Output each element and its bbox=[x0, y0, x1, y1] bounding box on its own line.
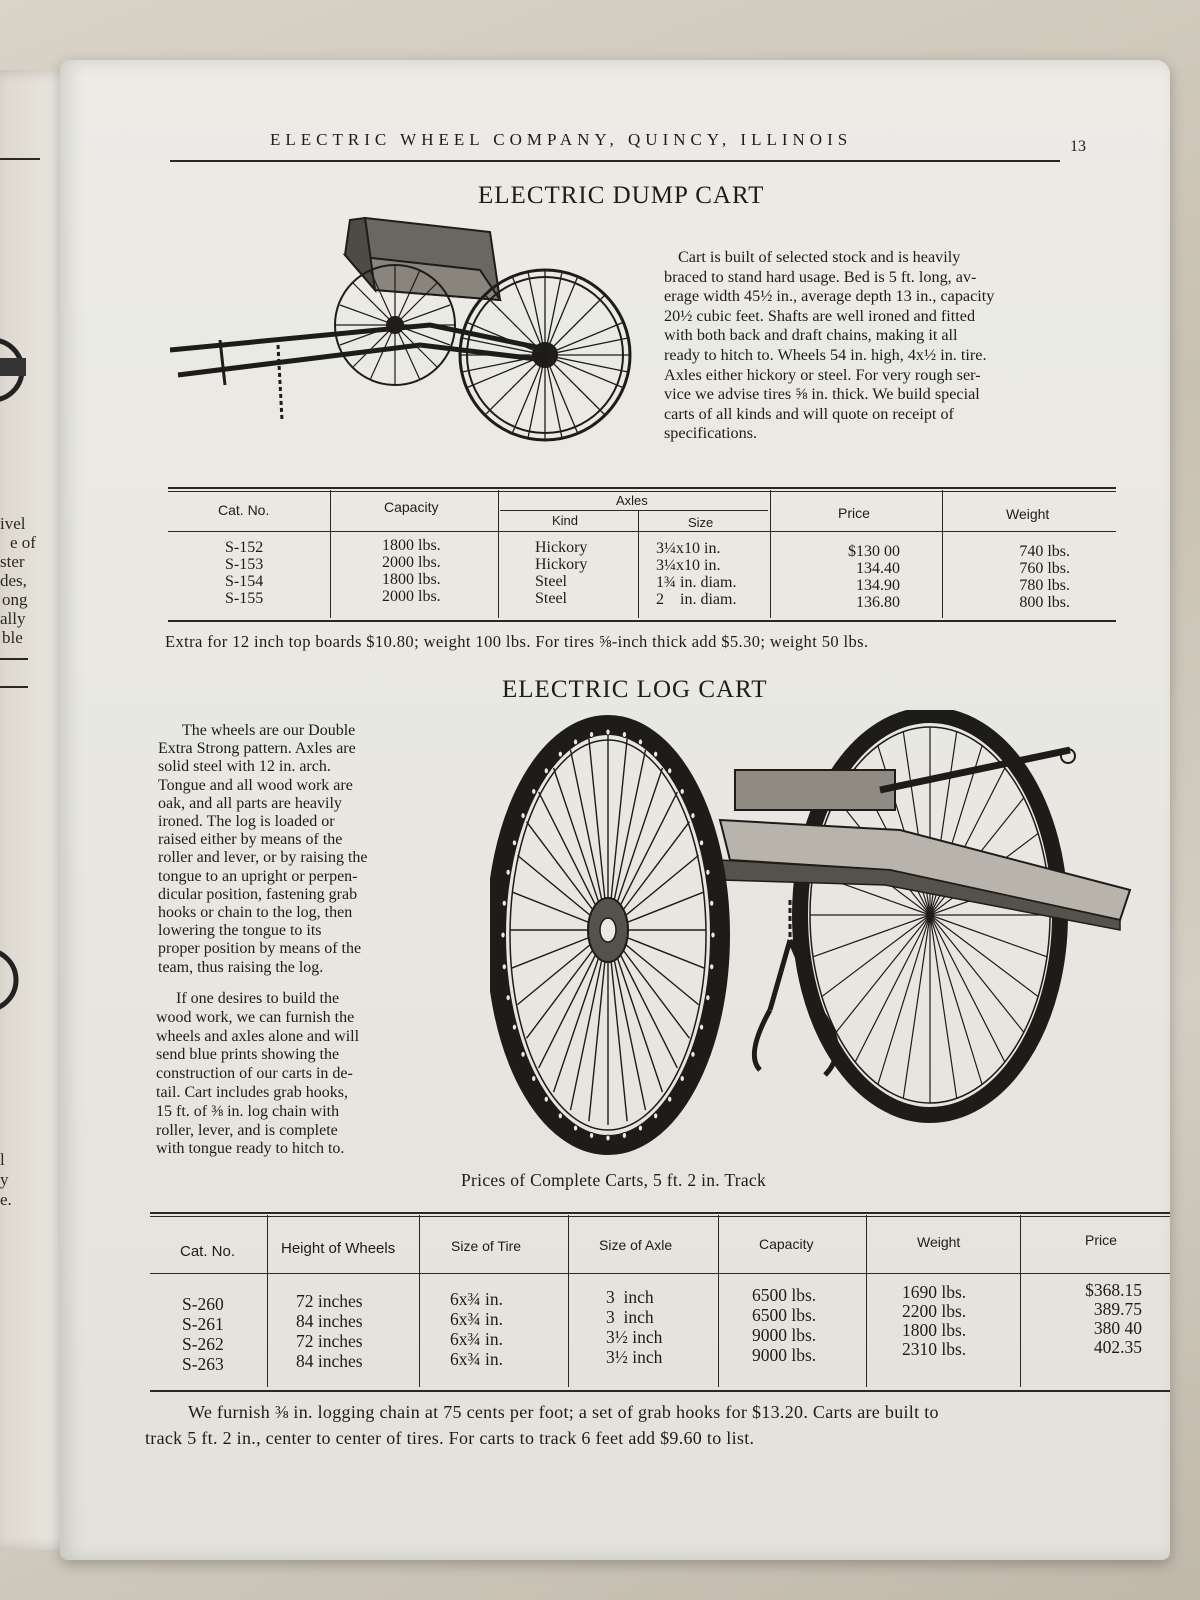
table-divider bbox=[267, 1215, 268, 1387]
column-weight bbox=[902, 1283, 992, 1359]
paragraph-line: roller and lever, or by raising the bbox=[158, 849, 368, 867]
table-cell: 1690 lbs. bbox=[902, 1282, 967, 1302]
table-cell: 740 lbs. bbox=[1019, 543, 1070, 560]
paragraph-line: tongue to an upright or perpen- bbox=[158, 867, 358, 885]
col-size-of-axle: Size of Axle bbox=[599, 1237, 673, 1253]
column-size-of-tire bbox=[450, 1289, 540, 1369]
col-cat-no: Cat. No. bbox=[218, 502, 270, 518]
col-kind: Kind bbox=[552, 513, 579, 528]
left-fragment: des, bbox=[0, 571, 27, 590]
paragraph-line: 15 ft. of ⅜ in. log chain with bbox=[156, 1102, 340, 1120]
col-weight: Weight bbox=[917, 1234, 961, 1250]
table-cell: 6x¾ in. bbox=[450, 1349, 503, 1369]
description-line: carts of all kinds and will quote on receipt of bbox=[664, 404, 954, 423]
left-fragment: ivel bbox=[0, 514, 26, 533]
col-axles: Axles bbox=[616, 493, 648, 508]
page-number: 13 bbox=[1070, 138, 1086, 155]
table-cell: 380 40 bbox=[1093, 1318, 1142, 1338]
paragraph-line: If one desires to build the bbox=[176, 990, 340, 1007]
column-capacity bbox=[382, 537, 462, 605]
table-divider bbox=[718, 1215, 719, 1387]
paragraph-line: ironed. The log is loaded or bbox=[158, 813, 335, 831]
column-price bbox=[820, 543, 900, 611]
col-weight: Weight bbox=[1006, 506, 1050, 522]
table-top-rule bbox=[150, 1212, 1170, 1214]
page-header: ELECTRIC WHEEL COMPANY, QUINCY, ILLINOIS bbox=[270, 130, 853, 149]
paragraph-line: roller, lever, and is complete bbox=[156, 1121, 338, 1139]
column-size bbox=[656, 540, 766, 608]
left-fragment: ong bbox=[2, 590, 28, 609]
table-cell: S-261 bbox=[182, 1314, 224, 1334]
table-cell: 6x¾ in. bbox=[450, 1329, 503, 1349]
table-cell: Hickory bbox=[535, 556, 588, 573]
table-bottom-rule bbox=[150, 1390, 1170, 1392]
col-price: Price bbox=[838, 505, 870, 521]
left-fragment: e. bbox=[0, 1190, 12, 1209]
table-cell: 3 inch bbox=[606, 1307, 654, 1327]
left-fragment: ally bbox=[0, 609, 26, 628]
table-divider bbox=[942, 490, 943, 618]
description-line: Axles either hickory or steel. For very rough ser- bbox=[664, 365, 981, 384]
table-cell: S-260 bbox=[182, 1294, 224, 1314]
wheel-fragment-icon bbox=[0, 300, 32, 500]
description-line: erage width 45½ in., average depth 13 in., capacity bbox=[664, 287, 995, 306]
left-page-rule bbox=[0, 158, 40, 160]
paragraph-line: construction of our carts in de- bbox=[156, 1065, 353, 1083]
wheel-fragment-icon bbox=[0, 870, 26, 1070]
dump-cart-extras-note: Extra for 12 inch top boards $10.80; weight 100 lbs. For tires ⅝-inch thick add $5.30; weight 50 lbs. bbox=[165, 632, 869, 651]
table-cell: 389.75 bbox=[1093, 1299, 1142, 1319]
table-cell: 3 inch bbox=[606, 1287, 654, 1307]
description-line: 20½ cubic feet. Shafts are well ironed and fitted bbox=[664, 306, 976, 325]
table-cell: 134.90 bbox=[856, 577, 900, 594]
left-page-rule bbox=[0, 658, 28, 660]
table-cell: 760 lbs. bbox=[1019, 560, 1070, 577]
table-cell: 136.80 bbox=[856, 594, 900, 611]
table-cell: $130 00 bbox=[848, 543, 900, 560]
paragraph-line: raised either by means of the bbox=[158, 831, 343, 849]
col-height-of-wheels: Height of Wheels bbox=[281, 1240, 396, 1257]
paragraph-line: hooks or chain to the log, then bbox=[158, 904, 353, 922]
table-top-rule bbox=[150, 1216, 1170, 1217]
paragraph-line: solid steel with 12 in. arch. bbox=[158, 758, 331, 776]
table-cell: 6500 lbs. bbox=[752, 1285, 817, 1305]
table-divider bbox=[330, 490, 331, 618]
table-cell: 9000 lbs. bbox=[752, 1345, 817, 1365]
table-cell: 3¼x10 in. bbox=[656, 540, 721, 557]
col-capacity: Capacity bbox=[384, 499, 439, 515]
column-cat-no bbox=[225, 539, 285, 607]
log-cart-paragraph-1 bbox=[158, 722, 464, 977]
column-kind bbox=[535, 539, 605, 607]
paragraph-line: Tongue and all wood work are bbox=[158, 776, 353, 794]
log-cart-illustration-icon bbox=[490, 710, 1150, 1170]
table-cell: $368.15 bbox=[1085, 1280, 1142, 1300]
column-size-of-axle bbox=[606, 1287, 686, 1367]
table-cell: 780 lbs. bbox=[1019, 577, 1070, 594]
table-cell: 1¾ in. diam. bbox=[656, 574, 737, 591]
table-divider bbox=[638, 510, 639, 618]
table-cell: 800 lbs. bbox=[1019, 594, 1070, 611]
description-line: with both back and draft chains, making it all bbox=[664, 326, 958, 345]
table-cell: 3¼x10 in. bbox=[656, 557, 721, 574]
table-cell: 6x¾ in. bbox=[450, 1289, 503, 1309]
left-fragment: y bbox=[0, 1170, 9, 1189]
table-cell: Steel bbox=[535, 590, 567, 607]
dump-cart-title: ELECTRIC DUMP CART bbox=[478, 182, 765, 209]
dump-cart-description bbox=[664, 248, 1100, 444]
table-header-rule bbox=[168, 531, 1116, 532]
left-fragment: ble bbox=[2, 628, 23, 647]
paragraph-line: oak, and all parts are heavily bbox=[158, 794, 342, 812]
table-cell: 72 inches bbox=[296, 1331, 363, 1351]
paragraph-line: with tongue ready to hitch to. bbox=[156, 1140, 345, 1158]
table-cell: 1800 lbs. bbox=[382, 571, 441, 588]
table-divider bbox=[770, 490, 771, 618]
table-cell: S-152 bbox=[225, 539, 264, 556]
column-price bbox=[1062, 1281, 1142, 1357]
description-line: Cart is built of selected stock and is heavily bbox=[678, 248, 961, 266]
table-cell: 402.35 bbox=[1093, 1337, 1142, 1357]
table-cell: 2000 lbs. bbox=[382, 554, 441, 571]
table-divider bbox=[419, 1215, 420, 1387]
column-height-of-wheels bbox=[296, 1291, 396, 1371]
description-line: braced to stand hard usage. Bed is 5 ft. long, av- bbox=[664, 267, 977, 286]
description-line: ready to hitch to. Wheels 54 in. high, 4x½ in. tire. bbox=[664, 345, 987, 364]
paragraph-line: tail. Cart includes grab hooks, bbox=[156, 1083, 348, 1101]
table-cell: 84 inches bbox=[296, 1351, 363, 1371]
table-top-rule bbox=[168, 491, 1116, 492]
left-fragment: ster bbox=[0, 552, 25, 571]
table-cell: 2000 lbs. bbox=[382, 588, 441, 605]
col-size-of-tire: Size of Tire bbox=[451, 1238, 522, 1254]
column-capacity bbox=[752, 1285, 842, 1365]
log-cart-note-line-2: track 5 ft. 2 in., center to center of tires. For carts to track 6 feet add $9.60 to list. bbox=[145, 1428, 755, 1448]
table-top-rule bbox=[168, 487, 1116, 489]
table-cell: 2310 lbs. bbox=[902, 1339, 967, 1359]
paragraph-line: The wheels are our Double bbox=[182, 722, 356, 739]
table-cell: 134.40 bbox=[856, 560, 900, 577]
col-price: Price bbox=[1085, 1232, 1117, 1248]
paragraph-line: wood work, we can furnish the bbox=[156, 1008, 355, 1026]
table-cell: S-154 bbox=[225, 573, 264, 590]
table-cell: S-263 bbox=[182, 1354, 224, 1374]
paragraph-line: proper position by means of the bbox=[158, 940, 362, 958]
table-cell: 6x¾ in. bbox=[450, 1309, 503, 1329]
table-cell: S-153 bbox=[225, 556, 264, 573]
col-cat-no: Cat. No. bbox=[180, 1243, 236, 1260]
col-capacity: Capacity bbox=[759, 1236, 814, 1252]
table-divider bbox=[1020, 1215, 1021, 1387]
table-divider bbox=[568, 1215, 569, 1387]
log-cart-paragraph-2 bbox=[156, 990, 466, 1159]
table-cell: Steel bbox=[535, 573, 567, 590]
table-cell: 3½ inch bbox=[606, 1347, 663, 1367]
table-cell: 2 in. diam. bbox=[656, 591, 737, 608]
description-line: specifications. bbox=[664, 424, 758, 443]
table-cell: 9000 lbs. bbox=[752, 1325, 817, 1345]
table-divider bbox=[498, 490, 499, 618]
paragraph-line: team, thus raising the log. bbox=[158, 958, 324, 976]
table-cell: S-155 bbox=[225, 590, 264, 607]
header-rule bbox=[170, 160, 1060, 162]
table-cell: 2200 lbs. bbox=[902, 1301, 967, 1321]
log-cart-table-caption: Prices of Complete Carts, 5 ft. 2 in. Track bbox=[461, 1170, 767, 1190]
table-cell: 1800 lbs. bbox=[382, 537, 441, 554]
paragraph-line: dicular position, fastening grab bbox=[158, 885, 358, 903]
paragraph-line: send blue prints showing the bbox=[156, 1046, 340, 1064]
col-size: Size bbox=[688, 515, 714, 530]
table-cell: 72 inches bbox=[296, 1291, 363, 1311]
axles-subheader-rule bbox=[500, 510, 768, 511]
description-line: vice we advise tires ⅝ in. thick. We build special bbox=[664, 385, 980, 404]
table-divider bbox=[866, 1215, 867, 1387]
table-cell: S-262 bbox=[182, 1334, 224, 1354]
left-fragment: e of bbox=[10, 533, 36, 552]
table-cell: 1800 lbs. bbox=[902, 1320, 967, 1340]
left-page-rule bbox=[0, 686, 28, 688]
paragraph-line: Extra Strong pattern. Axles are bbox=[158, 740, 356, 758]
table-cell: 84 inches bbox=[296, 1311, 363, 1331]
dump-cart-illustration-icon bbox=[170, 210, 640, 460]
column-weight bbox=[1000, 543, 1070, 611]
log-cart-note-line-1: We furnish ⅜ in. logging chain at 75 cents per foot; a set of grab hooks for $13.20. Carts are built to bbox=[188, 1402, 939, 1422]
column-cat-no bbox=[182, 1294, 242, 1374]
left-fragment: l bbox=[0, 1150, 5, 1169]
table-header-rule bbox=[150, 1273, 1170, 1274]
table-cell: 3½ inch bbox=[606, 1327, 663, 1347]
table-bottom-rule bbox=[168, 620, 1116, 622]
paragraph-line: wheels and axles alone and will bbox=[156, 1027, 360, 1045]
table-cell: Hickory bbox=[535, 539, 588, 556]
log-cart-title: ELECTRIC LOG CART bbox=[502, 676, 768, 703]
table-cell: 6500 lbs. bbox=[752, 1305, 817, 1325]
paragraph-line: lowering the tongue to its bbox=[158, 922, 322, 940]
